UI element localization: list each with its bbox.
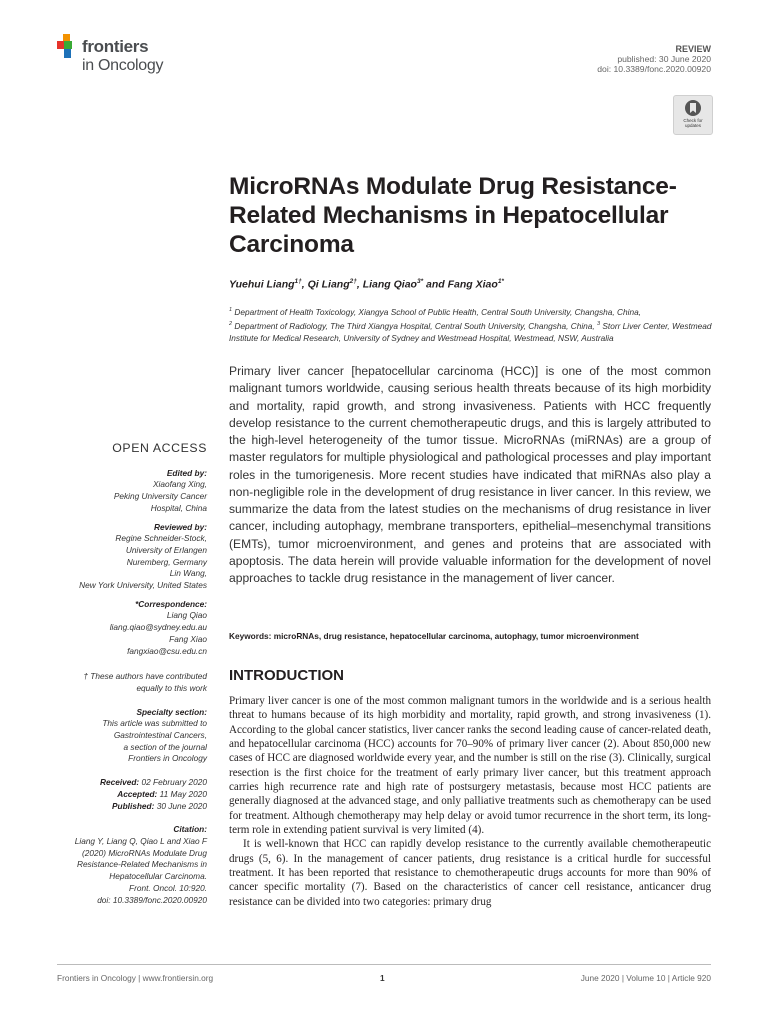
check-for-updates-button[interactable]: Check for updates <box>673 95 713 135</box>
section-heading-introduction: INTRODUCTION <box>229 667 344 684</box>
author-name[interactable]: Fang Xiao <box>447 278 498 291</box>
author-name[interactable]: Qi Liang <box>307 278 350 291</box>
email-link[interactable]: fangxiao@csu.edu.cn <box>127 645 207 656</box>
doi-link[interactable]: doi: 10.3389/fonc.2020.00920 <box>97 894 207 905</box>
footer-divider <box>57 964 711 965</box>
article-info-sidebar <box>57 443 207 913</box>
edited-by: Edited by: Xiaofang Xing, Peking University Cancer Hospital, China <box>113 467 207 513</box>
equal-contribution-note: † These authors have contributed equally to this work <box>83 671 207 693</box>
footer-issue-info: June 2020 | Volume 10 | Article 920 <box>580 973 711 983</box>
published-date: published: 30 June 2020 <box>617 54 711 64</box>
footer-journal-link[interactable]: Frontiers in Oncology | www.frontiersin.org <box>57 973 214 983</box>
journal-name: frontiers <box>82 37 149 56</box>
keywords: Keywords: microRNAs, drug resistance, hepatocellular carcinoma, autophagy, tumor microenvironment <box>229 631 639 641</box>
author-list: Yuehui Liang$^{1\dagger}$, Qi Liang$^{2\dagger}$, Liang Qiao$^{3*}$ and Fang Xiao$^{1*}$ <box>229 278 504 291</box>
article-meta-header <box>597 44 711 74</box>
bookmark-icon <box>684 99 702 117</box>
body-text <box>229 694 711 909</box>
open-access-label: OPEN ACCESS <box>112 441 207 455</box>
specialty-section: Specialty section: This article was submitted to Gastrointestinal Cancers, a section of the journal Frontiers in Oncology <box>102 706 207 764</box>
paragraph: Primary liver cancer is one of the most common malignant tumors in the worldwide and is a serious health threat to humans because of its high morbidity and mortality, rapid growth, and strong invasiveness (1). According to the global cancer statistics, liver cancer ranks the second leading cause of cancer-related death, and hepatocellular carcinoma (HCC) accounts for 70–90% of primary liver cancer (2). About 850,000 new cases of HCC are diagnosed worldwide every year, and the number is still on the rise (3). Clinically, surgical resection is the first choice for the treatment of early primary liver cancer, but this treatment approach carries high recurrence rate and high rate of postsurgery metastasis, because most HCC patients are generally diagnosed at the advanced stage, and only palliative treatments such as chemotherapy can be used for treatment. Although chemotherapy may help delay or avoid tumor recurrence in the short term, its long-term role in extending patient survival is very limited (4). <box>229 695 712 837</box>
article-title: MicroRNAs Modulate Drug Resistance-Related Mechanisms in Hepatocellular Carcinoma <box>229 173 677 258</box>
author-name[interactable]: Yuehui Liang <box>229 278 295 291</box>
email-link[interactable]: liang.qiao@sydney.edu.au <box>109 622 207 633</box>
paragraph: It is well-known that HCC can rapidly develop resistance to the currently available chemotherapeutic drugs (5, 6). In the management of cancer patients, drug resistance is a critical hurdle for successful treatment. It has been reported that resistance to chemotherapeutic drugs accounts for more than 90% of cancer specific mortality (7). Based on the characteristics of cancer cell resistance, anticancer drug resistance can be divided into two categories: primary drug <box>229 838 711 908</box>
reviewed-by: Reviewed by: Regine Schneider-Stock, University of Erlangen Nuremberg, Germany Lin Wang, New York University, United States <box>79 521 207 591</box>
journal-logo <box>57 31 197 81</box>
citation: Citation: Liang Y, Liang Q, Qiao L and Xiao F (2020) MicroRNAs Modulate Drug Resistance-Related Mechanisms in Hepatocellular Carcinoma. Front. Oncol. 10:920. doi: 10.3389/fonc.2020.00920 <box>57 824 207 906</box>
author-name[interactable]: Liang Qiao <box>362 278 417 291</box>
journal-subname: in Oncology <box>82 57 164 74</box>
page-number: 1 <box>380 973 385 983</box>
article-type: REVIEW <box>675 44 711 54</box>
affiliations: $^1$ Department of Health Toxicology, Xiangya School of Public Health, Central South University, Changsha, China, $^2$ Department of Radiology, The Third Xiangya Hospital, Central South University, Changsha, China, $^3$ Storr Liver Center, Westmead Institute for Medical Research, University of Sydney and Westmead Hospital, Westmead, NSW, Australia <box>229 306 712 343</box>
frontiers-logo-icon <box>57 34 79 58</box>
abstract: Primary liver cancer [hepatocellular carcinoma (HCC)] is one of the most common malignant tumors worldwide, causing serious health threats because of its high morbidity and mortality, rapid growth, and strong invasiveness. Patients with HCC frequently develop resistance to the current chemotherapeutic drugs, and this is largely attributed to the high-level heterogeneity of the tumor tissue. MicroRNAs (miRNAs) are a group of master regulators for multiple physiological and pathological processes and play important roles in the tumorigenesis. More recent studies have indicated that miRNAs also play a non-negligible role in the development of drug resistance in liver cancer. In this review, we summarize the data from the latest studies on the mechanisms of drug resistance in liver cancer, including autophagy, membrane transporters, epithelial–mesenchymal transitions (EMTs), tumor microenvironment, and genes and proteins that are associated with apoptosis. The data herein will provide valuable information for the development of novel approaches to tackle drug resistance in the management of liver cancer. <box>229 364 711 585</box>
correspondence: *Correspondence: Liang Qiao liang.qiao@sydney.edu.au Fang Xiao fangxiao@csu.edu.cn <box>57 599 207 658</box>
article-dates: Received: 02 February 2020 Accepted: 11 May 2020 Published: 30 June 2020 <box>99 777 207 811</box>
article-doi: doi: 10.3389/fonc.2020.00920 <box>597 64 711 74</box>
